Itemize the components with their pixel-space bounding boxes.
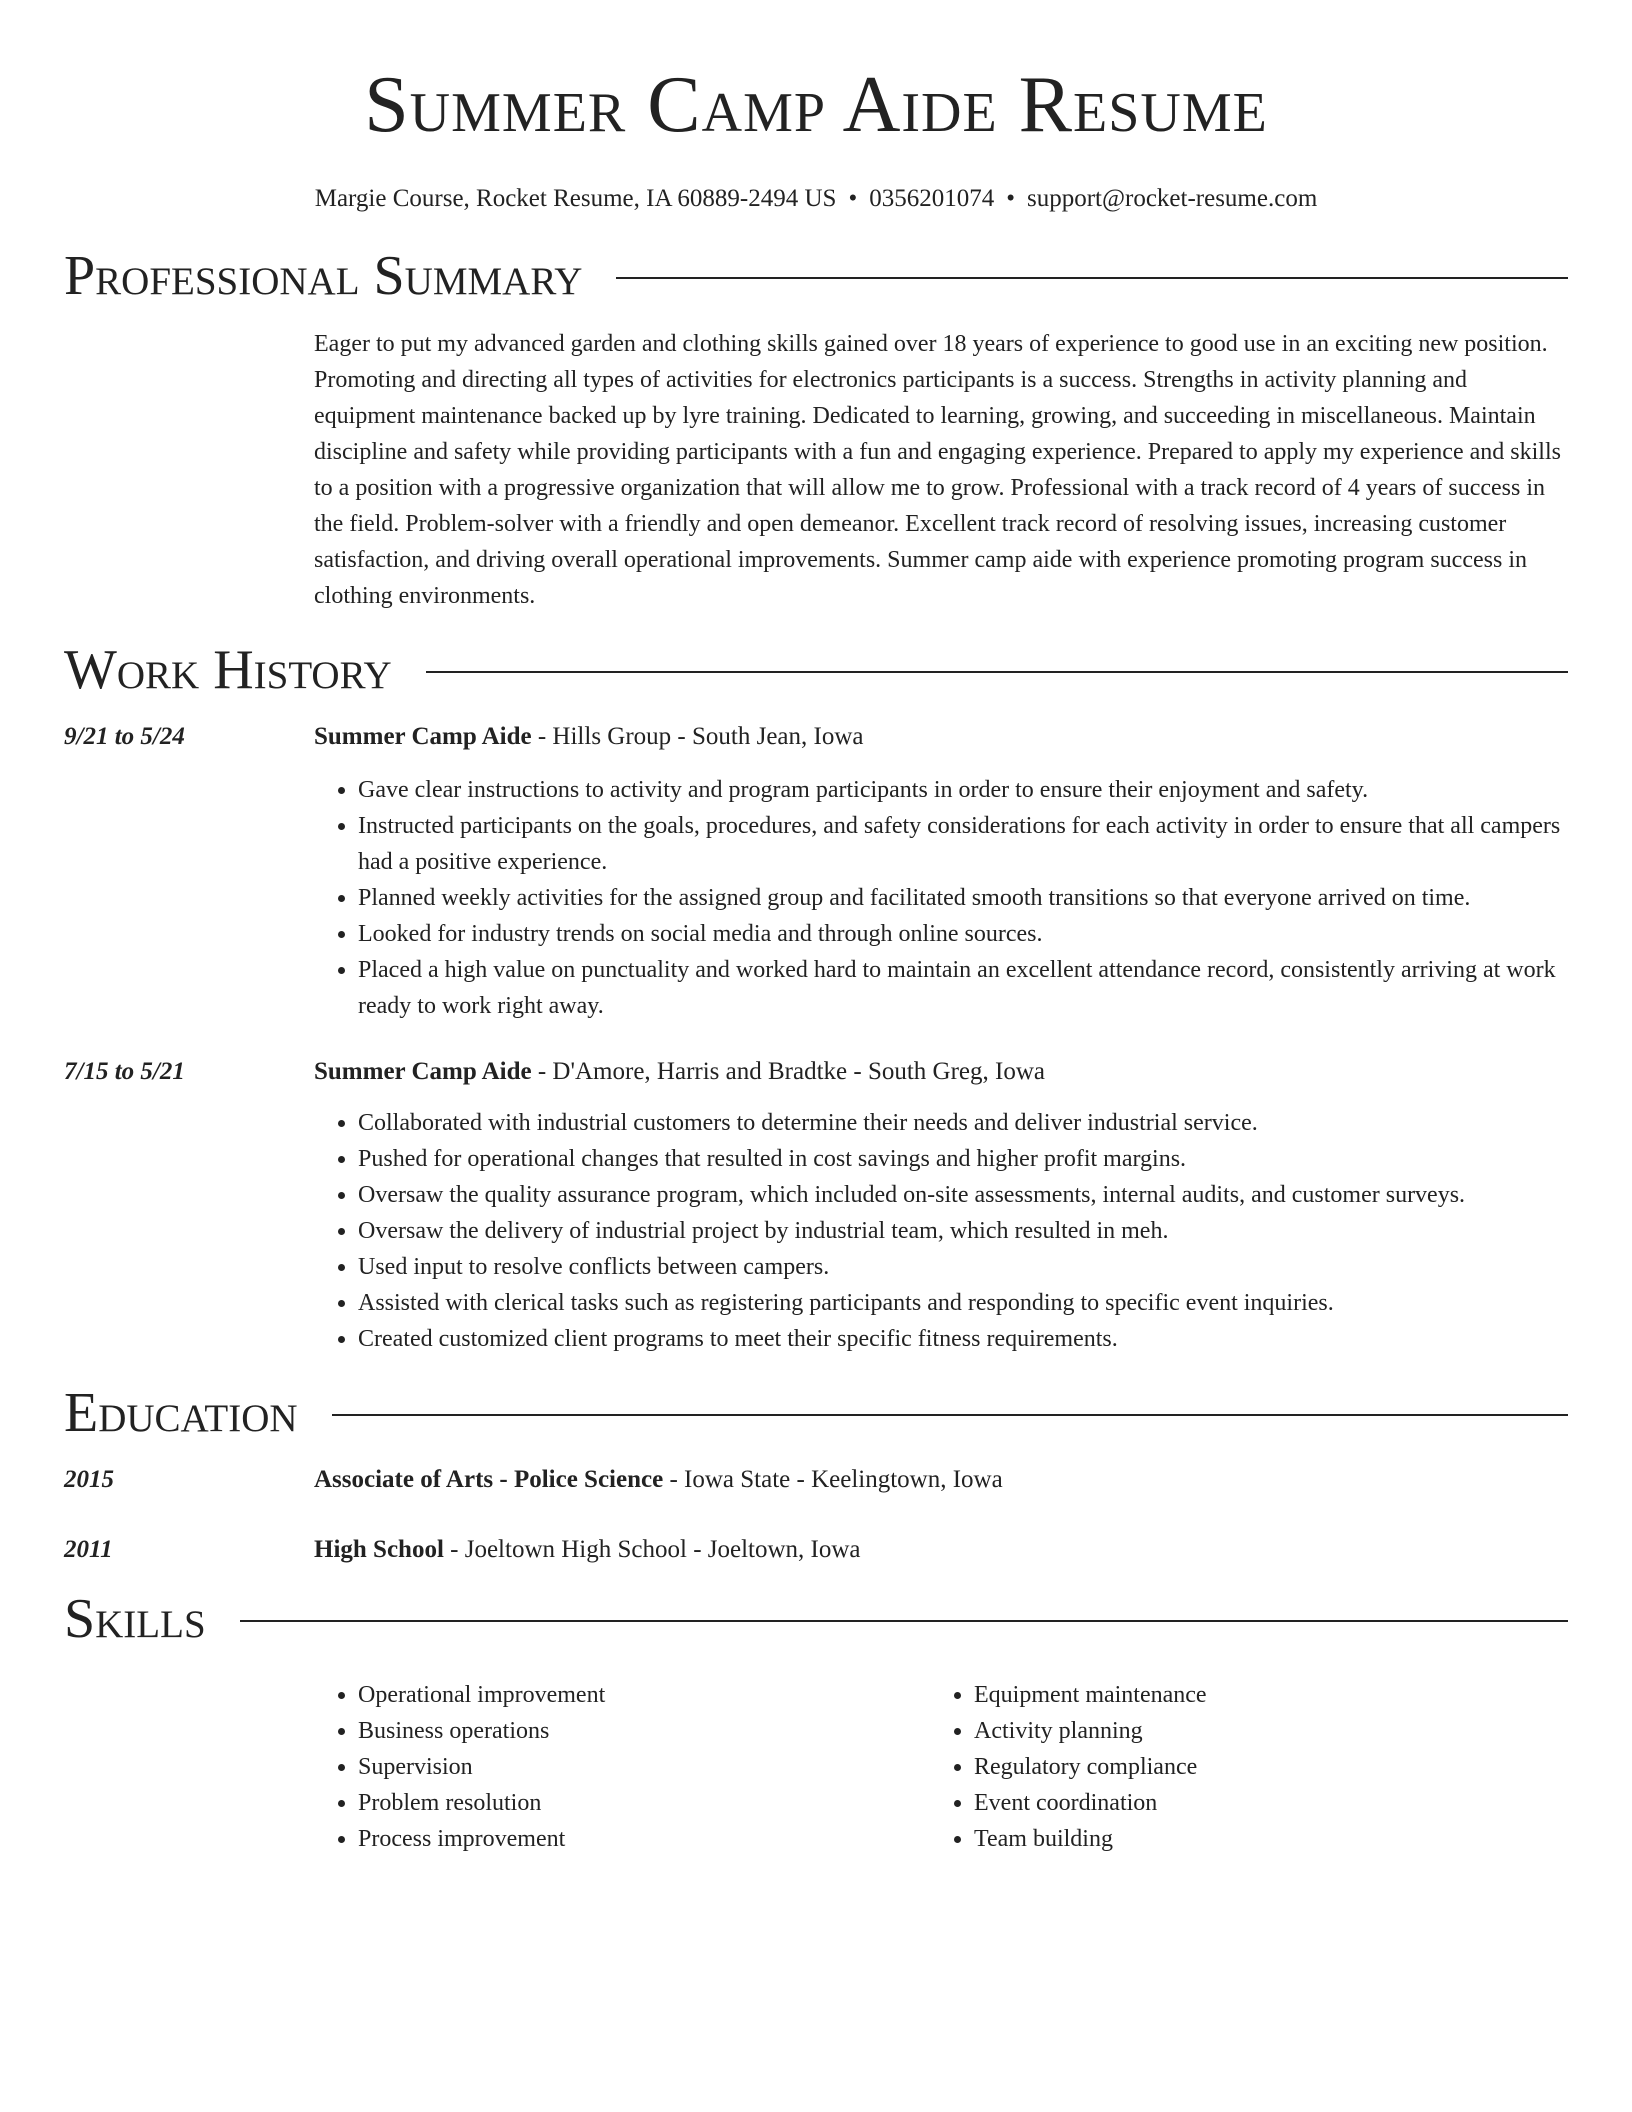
summary-text: Eager to put my advanced garden and clothing skills gained over 18 years of experience to good use in an exciting new position. Promoting and directing all types of activities for electronics participants is a success. Strengths in activity planning and equipment maintenance backed up by lyre training. Dedicated to learning, growing, and succeeding in miscellaneous. Maintain discipline and safety while providing participants with a fun and engaging experience. Prepared to apply my experience and skills to a position with a progressive organization that will allow me to grow. Professional with a track record of 4 years of success in the field. Problem-solver with a friendly and open demeanor. Excellent track record of resolving issues, increasing customer satisfaction, and driving overall operational improvements. Summer camp aide with experience promoting program success in clothing environments. [314,331,1561,609]
section-header [64,632,1568,708]
skill-item: • Operational improvement [358,1677,930,1713]
summary-section [64,238,1568,614]
section-header [64,1581,1568,1657]
job-bullet: • Used input to resolve conflicts between campers. [358,1249,1568,1285]
job-title: Summer Camp Aide [314,1058,532,1085]
section-title-education: Education [64,1382,298,1444]
education-degree: Associate of Arts - Police Science [314,1466,664,1493]
job-bullet: • Looked for industry trends on social media and through online sources. [358,916,1568,952]
job-bullet: • Oversaw the delivery of industrial project by industrial team, which resulted in meh. [358,1213,1568,1249]
section-header [64,1375,1568,1451]
education-heading [314,1463,1568,1497]
job-bullet: • Gave clear instructions to activity and program participants in order to ensure their enjoyment and safety. [358,772,1568,808]
contact-line [64,182,1568,216]
education-section [64,1375,1568,1567]
skill-item: • Business operations [358,1713,930,1749]
job-bullet: • Created customized client programs to meet their specific fitness requirements. [358,1321,1568,1357]
education-year: 2011 [64,1536,113,1563]
job-entry [64,1055,1568,1357]
section-title-skills: Skills [64,1588,206,1650]
section-title-work-history: Work History [64,639,392,701]
education-entry [64,1463,1568,1497]
job-employer: - D'Amore, Harris and Bradtke - South Greg, Iowa [531,1058,1046,1085]
education-school: - Joeltown High School - Joeltown, Iowa [443,1536,861,1563]
skill-item: • Problem resolution [358,1785,930,1821]
skill-item: • Supervision [358,1749,930,1785]
job-employer: - Hills Group - South Jean, Iowa [531,723,864,750]
skill-item: • Team building [974,1821,1546,1857]
job-title: Summer Camp Aide [314,723,532,750]
section-divider [426,671,1568,673]
contact-separator: • [848,185,858,212]
job-bullets [314,1105,1568,1357]
education-heading [314,1533,1568,1567]
section-divider [332,1414,1568,1416]
skills-list-right [930,1677,1546,1857]
job-bullet: • Oversaw the quality assurance program, which included on-site assessments, internal audits, and customer surveys. [358,1177,1568,1213]
job-bullet: • Pushed for operational changes that resulted in cost savings and higher profit margins. [358,1141,1568,1177]
skill-item: • Event coordination [974,1785,1546,1821]
skill-item: • Regulatory compliance [974,1749,1546,1785]
contact-email: support@rocket-resume.com [1026,185,1318,212]
job-bullet: • Assisted with clerical tasks such as registering participants and responding to specific event inquiries. [358,1285,1568,1321]
work-history-section [64,632,1568,1357]
skills-section [64,1581,1568,1857]
skills-grid [314,1677,1568,1857]
document-title: Summer Camp Aide Resume [364,61,1268,149]
job-heading [314,720,1568,754]
skill-item: • Activity planning [974,1713,1546,1749]
contact-phone: 0356201074 [869,185,995,212]
education-entry [64,1533,1568,1567]
section-divider [616,277,1568,279]
education-degree: High School [314,1536,444,1563]
job-dates: 9/21 to 5/24 [64,723,185,750]
skills-list-left [314,1677,930,1857]
contact-address: Margie Course, Rocket Resume, IA 60889-2494 US [314,185,837,212]
job-bullet: • Planned weekly activities for the assigned group and facilitated smooth transitions so that everyone arrived on time. [358,880,1568,916]
job-bullets [314,772,1568,1024]
section-divider [240,1620,1568,1622]
section-header [64,238,1568,314]
contact-separator: • [1006,185,1015,212]
education-school: - Iowa State - Keelingtown, Iowa [663,1466,1003,1493]
section-title-summary: Professional Summary [64,245,583,307]
education-year: 2015 [64,1466,114,1493]
job-entry [64,720,1568,1024]
job-bullet: • Collaborated with industrial customers to determine their needs and deliver industrial service. [358,1105,1568,1141]
job-heading [314,1055,1568,1089]
job-dates: 7/15 to 5/21 [64,1058,185,1085]
job-bullet: • Placed a high value on punctuality and worked hard to maintain an excellent attendance record, consistently arriving at work ready to work right away. [358,952,1568,1024]
job-bullet: • Instructed participants on the goals, procedures, and safety considerations for each activity in order to ensure that all campers had a positive experience. [358,808,1568,880]
skill-item: • Process improvement [358,1821,930,1857]
skill-item: • Equipment maintenance [974,1677,1546,1713]
